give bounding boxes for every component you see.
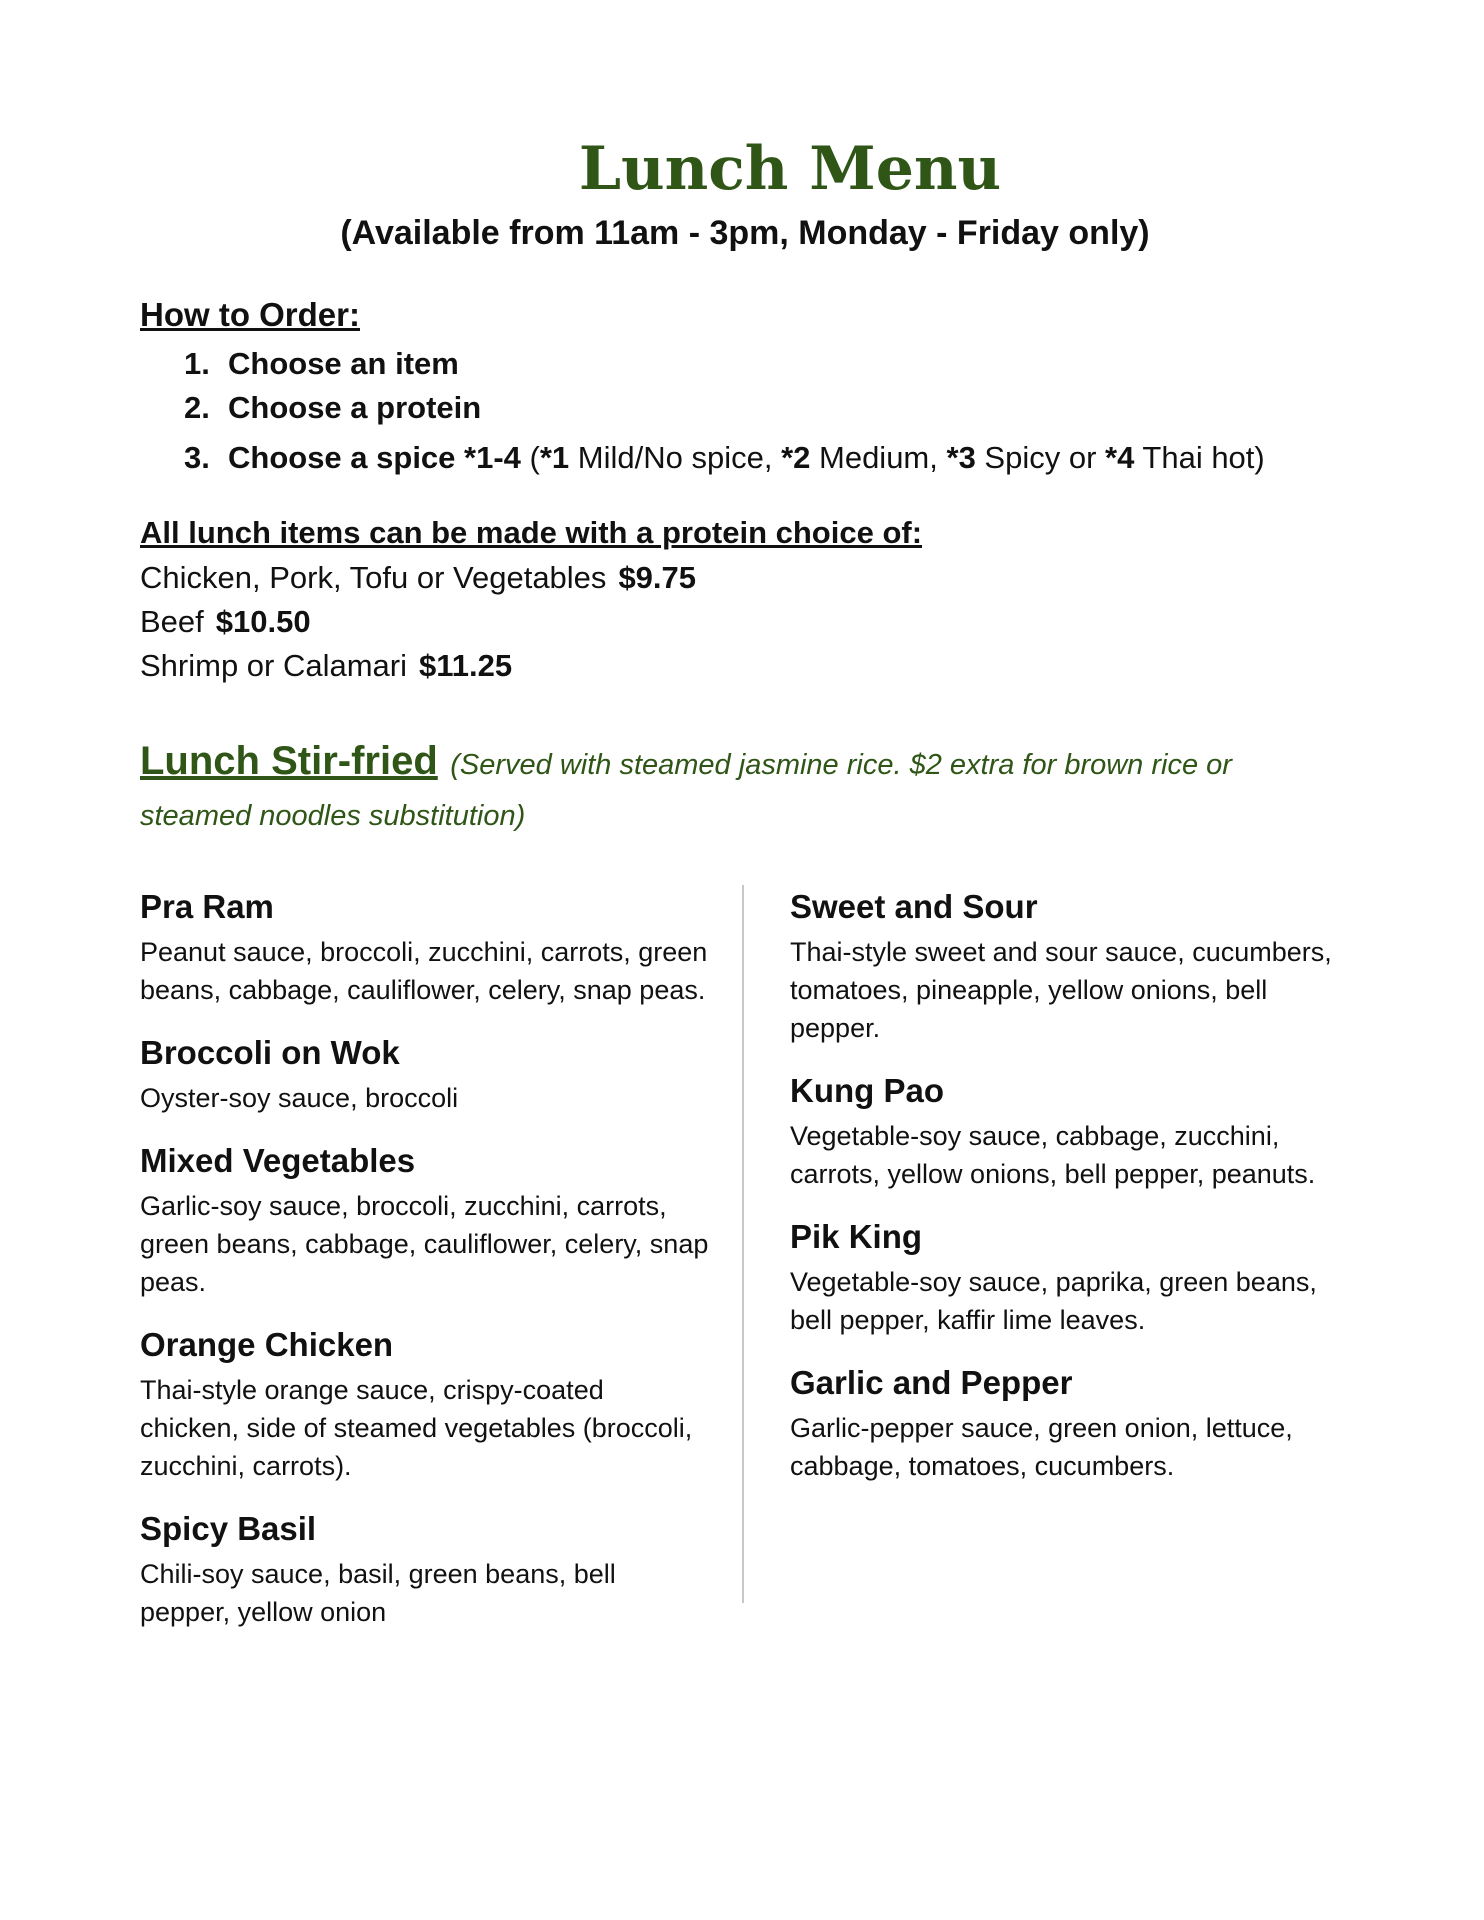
- item-name: Orange Chicken: [140, 1326, 394, 1363]
- protein-price: $11.25: [419, 648, 513, 683]
- step-text: Choose a protein: [228, 390, 482, 425]
- step-number: 1.: [184, 346, 210, 381]
- item-description: Thai-style orange sauce, crispy-coated chicken, side of steamed vegetables (broccoli, zucchini, carrots).: [140, 1375, 693, 1481]
- order-step: [184, 436, 1265, 480]
- order-step: [184, 342, 1265, 386]
- spice-label: Thai hot): [1134, 440, 1265, 475]
- item-name: Mixed Vegetables: [140, 1142, 416, 1179]
- item-description: Peanut sauce, broccoli, zucchini, carrots, green beans, cabbage, cauliflower, celery, snap peas.: [140, 937, 708, 1005]
- protein-name: Beef: [140, 604, 204, 639]
- section-title: Lunch Stir-fried: [140, 739, 438, 783]
- protein-option: [140, 556, 696, 600]
- step-number: 3.: [184, 440, 210, 475]
- menu-item: [790, 1215, 1350, 1339]
- item-description: Garlic-pepper sauce, green onion, lettuce, cabbage, tomatoes, cucumbers.: [790, 1413, 1293, 1481]
- item-description: Vegetable-soy sauce, cabbage, zucchini, carrots, yellow onions, bell pepper, peanuts.: [790, 1121, 1316, 1189]
- item-name: Spicy Basil: [140, 1510, 317, 1547]
- protein-name: Shrimp or Calamari: [140, 648, 408, 683]
- step-text: Choose a spice *1-4: [228, 440, 521, 475]
- item-description: Chili-soy sauce, basil, green beans, bell pepper, yellow onion: [140, 1559, 616, 1627]
- step-number: 2.: [184, 390, 210, 425]
- protein-option: [140, 644, 696, 688]
- protein-price: $9.75: [618, 560, 697, 595]
- menu-item: [790, 1069, 1350, 1193]
- item-description: Vegetable-soy sauce, paprika, green beans, bell pepper, kaffir lime leaves.: [790, 1267, 1317, 1335]
- stir-fried-section-header: [140, 738, 1350, 844]
- spice-code: *1: [539, 440, 570, 475]
- item-description: Thai-style sweet and sour sauce, cucumbers, tomatoes, pineapple, yellow onions, bell pepper.: [790, 937, 1332, 1043]
- menu-column-left: [140, 885, 710, 1653]
- menu-item: [790, 885, 1350, 1047]
- section-note: (Served with steamed jasmine rice. $2 extra for brown rice or steamed noodles substitution): [140, 749, 1232, 832]
- protein-options: [140, 556, 696, 688]
- protein-price: $10.50: [215, 604, 311, 639]
- item-description: Oyster-soy sauce, broccoli: [140, 1083, 459, 1113]
- item-name: Pra Ram: [140, 888, 274, 925]
- availability-subtitle: (Available from 11am - 3pm, Monday - Friday only): [340, 214, 1150, 252]
- menu-item: [140, 1323, 710, 1485]
- menu-item: [140, 1031, 710, 1117]
- protein-heading: All lunch items can be made with a protein choice of:: [140, 515, 923, 550]
- menu-page: [140, 0, 1350, 1920]
- spice-label: Medium,: [810, 440, 947, 475]
- item-name: Kung Pao: [790, 1072, 944, 1109]
- spice-note: (*1 Mild/No spice, *2 Medium, *3 Spicy or *4 Thai hot): [529, 440, 1265, 475]
- spice-code: *3: [946, 440, 976, 475]
- spice-label: Mild/No spice,: [569, 440, 782, 475]
- menu-item: [140, 1139, 710, 1301]
- protein-name: Chicken, Pork, Tofu or Vegetables: [140, 560, 607, 595]
- menu-item: [790, 1361, 1350, 1485]
- column-divider: [742, 885, 744, 1603]
- menu-item: [140, 885, 710, 1009]
- menu-column-right: [790, 885, 1350, 1507]
- spice-label: Spicy or: [975, 440, 1106, 475]
- spice-code: *2: [781, 440, 811, 475]
- order-step: [184, 386, 1265, 430]
- protein-option: [140, 600, 696, 644]
- menu-item: [140, 1507, 710, 1631]
- item-name: Garlic and Pepper: [790, 1364, 1073, 1401]
- how-to-order-heading: How to Order:: [140, 296, 360, 333]
- page-title: Lunch Menu: [578, 134, 1002, 204]
- item-description: Garlic-soy sauce, broccoli, zucchini, carrots, green beans, cabbage, cauliflower, celery, snap peas.: [140, 1191, 709, 1297]
- item-name: Broccoli on Wok: [140, 1034, 400, 1071]
- step-text: Choose an item: [228, 346, 459, 381]
- spice-code: *4: [1105, 440, 1135, 475]
- order-steps-list: [184, 342, 1265, 480]
- item-name: Sweet and Sour: [790, 888, 1038, 925]
- item-name: Pik King: [790, 1218, 923, 1255]
